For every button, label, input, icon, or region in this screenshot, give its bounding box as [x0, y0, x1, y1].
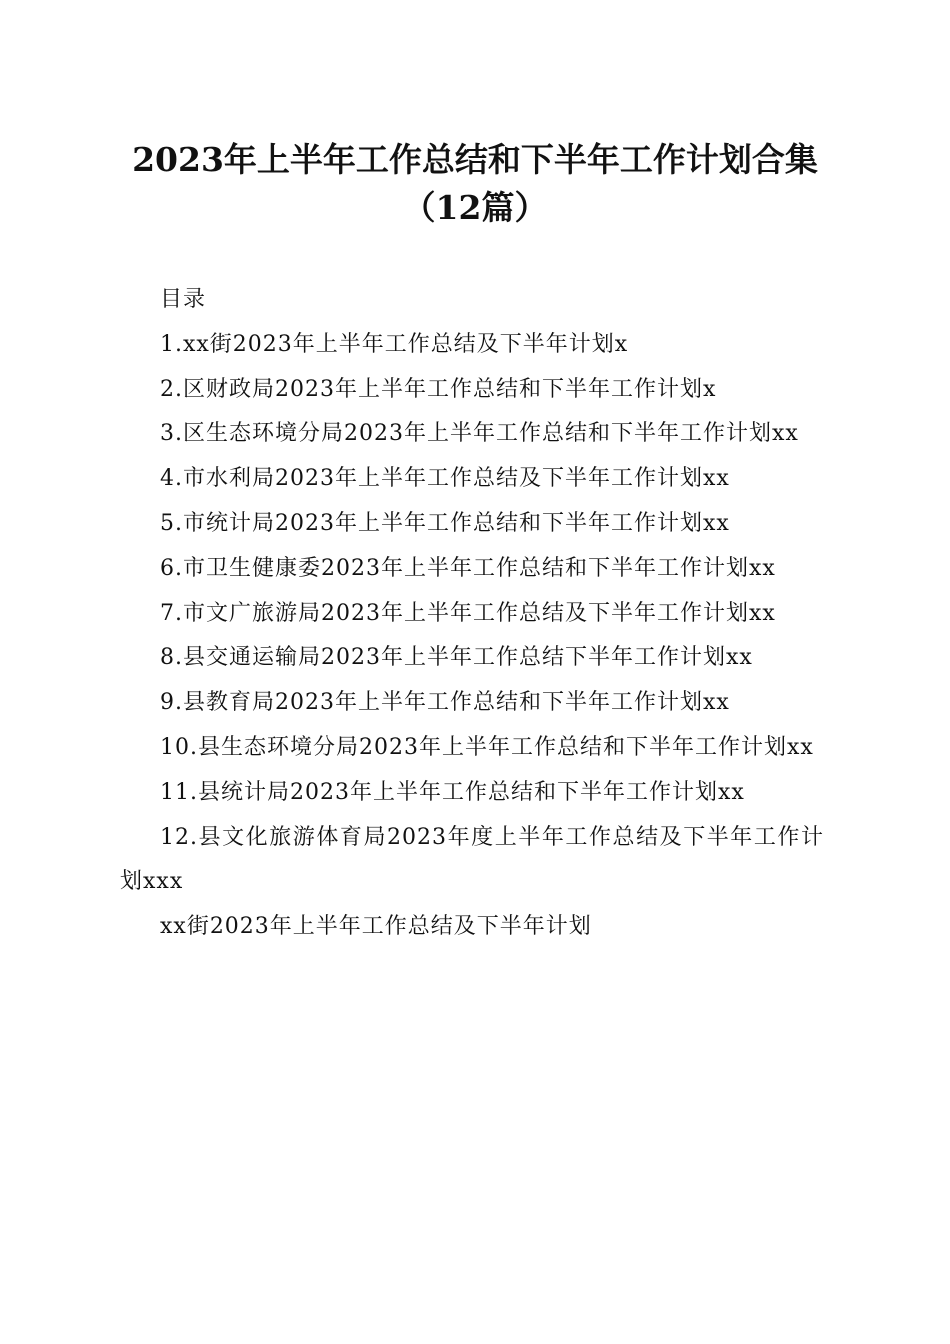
toc-item-6: 6.市卫生健康委2023年上半年工作总结和下半年工作计划xx [160, 555, 776, 581]
toc-item-12: 12.县文化旅游体育局2023年度上半年工作总结及下半年工作计划xxx [120, 824, 824, 895]
toc-item-7: 7.市文广旅游局2023年上半年工作总结及下半年工作计划xx [160, 600, 776, 626]
toc-item-4: 4.市水利局2023年上半年工作总结及下半年工作计划xx [160, 466, 730, 492]
toc-item-3: 3.区生态环境分局2023年上半年工作总结和下半年工作计划xx [160, 421, 799, 447]
toc-item-5: 5.市统计局2023年上半年工作总结和下半年工作计划xx [160, 510, 730, 536]
toc-item-10: 10.县生态环境分局2023年上半年工作总结和下半年工作计划xx [160, 734, 814, 760]
document-body [120, 278, 824, 950]
toc-item-2: 2.区财政局2023年上半年工作总结和下半年工作计划x [160, 376, 717, 402]
toc-item-1: 1.xx街2023年上半年工作总结及下半年计划x [160, 331, 629, 357]
toc-item-8: 8.县交通运输局2023年上半年工作总结下半年工作计划xx [160, 645, 753, 671]
toc-heading: 目录 [160, 287, 207, 312]
section-heading: xx街2023年上半年工作总结及下半年计划 [160, 914, 592, 940]
toc-item-11: 11.县统计局2023年上半年工作总结和下半年工作计划xx [160, 779, 745, 805]
document-title: 2023年上半年工作总结和下半年工作计划合集（12篇） [132, 140, 818, 227]
toc-item-9: 9.县教育局2023年上半年工作总结和下半年工作计划xx [160, 690, 730, 716]
